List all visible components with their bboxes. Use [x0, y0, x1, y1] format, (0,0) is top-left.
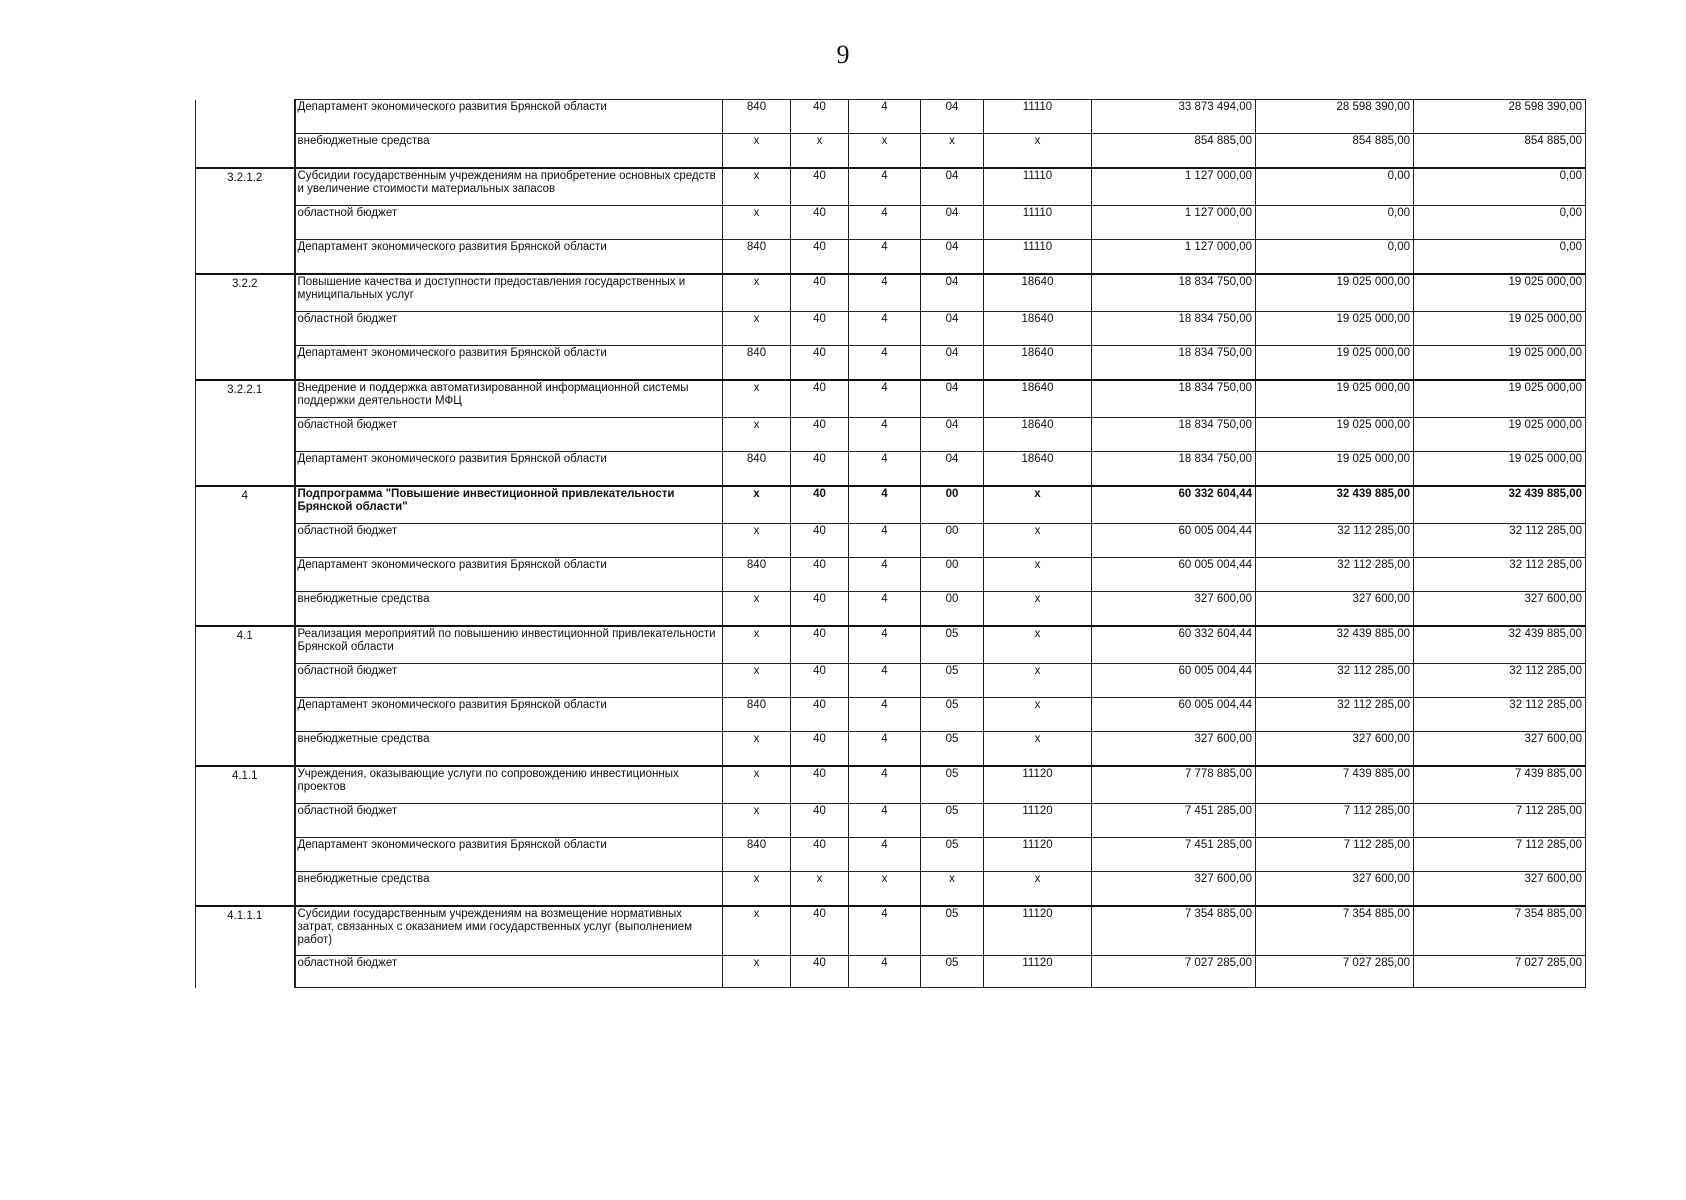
amount-year-1: 18 834 750,00	[1092, 346, 1256, 380]
code-subprogram: 4	[849, 452, 921, 486]
code-grbs: x	[723, 312, 791, 346]
row-description: областной бюджет	[295, 524, 723, 558]
amount-year-2: 0,00	[1256, 240, 1414, 274]
code-grbs: x	[723, 956, 791, 988]
row-description: внебюджетные средства	[295, 732, 723, 766]
row-number: 4.1.1	[196, 766, 295, 804]
code-grbs: x	[723, 274, 791, 312]
code-subprogram: 4	[849, 274, 921, 312]
code-direction: 18640	[984, 312, 1092, 346]
amount-year-3: 0,00	[1414, 206, 1586, 240]
row-number	[196, 524, 295, 558]
code-subprogram: 4	[849, 346, 921, 380]
code-direction: x	[984, 524, 1092, 558]
row-number	[196, 592, 295, 626]
code-program: 40	[791, 486, 849, 524]
amount-year-3: 0,00	[1414, 240, 1586, 274]
code-grbs: 840	[723, 452, 791, 486]
amount-year-2: 32 112 285,00	[1256, 698, 1414, 732]
code-program: 40	[791, 626, 849, 664]
code-event: 05	[921, 766, 984, 804]
amount-year-1: 327 600,00	[1092, 732, 1256, 766]
code-program: 40	[791, 804, 849, 838]
table-row	[196, 906, 1586, 956]
table-row	[196, 592, 1586, 626]
code-direction: 18640	[984, 346, 1092, 380]
row-description: внебюджетные средства	[295, 592, 723, 626]
code-event: 00	[921, 558, 984, 592]
code-program: 40	[791, 418, 849, 452]
code-direction: x	[984, 626, 1092, 664]
amount-year-3: 0,00	[1414, 168, 1586, 206]
amount-year-2: 327 600,00	[1256, 732, 1414, 766]
row-number	[196, 664, 295, 698]
code-subprogram: 4	[849, 906, 921, 956]
code-direction: 11110	[984, 100, 1092, 134]
amount-year-2: 32 439 885,00	[1256, 486, 1414, 524]
row-description: областной бюджет	[295, 206, 723, 240]
amount-year-3: 854 885,00	[1414, 134, 1586, 168]
row-description: областной бюджет	[295, 804, 723, 838]
row-number	[196, 206, 295, 240]
amount-year-1: 1 127 000,00	[1092, 240, 1256, 274]
code-direction: x	[984, 698, 1092, 732]
budget-table	[195, 99, 1586, 988]
table-row	[196, 100, 1586, 134]
amount-year-3: 327 600,00	[1414, 872, 1586, 906]
code-program: 40	[791, 100, 849, 134]
amount-year-3: 327 600,00	[1414, 592, 1586, 626]
table-row	[196, 732, 1586, 766]
row-number	[196, 804, 295, 838]
row-number: 3.2.2.1	[196, 380, 295, 418]
amount-year-2: 327 600,00	[1256, 592, 1414, 626]
code-subprogram: 4	[849, 626, 921, 664]
code-event: 04	[921, 346, 984, 380]
page-number: 9	[836, 40, 850, 69]
code-subprogram: 4	[849, 558, 921, 592]
code-program: 40	[791, 838, 849, 872]
code-subprogram: 4	[849, 380, 921, 418]
table-row	[196, 346, 1586, 380]
row-number: 3.2.1.2	[196, 168, 295, 206]
table-row	[196, 168, 1586, 206]
amount-year-1: 1 127 000,00	[1092, 168, 1256, 206]
amount-year-3: 32 439 885,00	[1414, 486, 1586, 524]
code-event: 05	[921, 804, 984, 838]
amount-year-3: 7 354 885,00	[1414, 906, 1586, 956]
amount-year-2: 7 354 885,00	[1256, 906, 1414, 956]
code-event: 04	[921, 206, 984, 240]
row-description: Повышение качества и доступности предоставления государственных и муниципальных услуг	[295, 274, 723, 312]
table-row	[196, 240, 1586, 274]
code-event: 05	[921, 732, 984, 766]
amount-year-2: 32 112 285,00	[1256, 664, 1414, 698]
code-grbs: 840	[723, 558, 791, 592]
table-row	[196, 626, 1586, 664]
code-subprogram: 4	[849, 732, 921, 766]
code-program: 40	[791, 380, 849, 418]
table-row	[196, 274, 1586, 312]
row-description: внебюджетные средства	[295, 134, 723, 168]
code-grbs: x	[723, 380, 791, 418]
amount-year-1: 18 834 750,00	[1092, 380, 1256, 418]
code-program: 40	[791, 452, 849, 486]
code-grbs: 840	[723, 346, 791, 380]
code-program: 40	[791, 956, 849, 988]
table-row	[196, 418, 1586, 452]
amount-year-1: 327 600,00	[1092, 872, 1256, 906]
code-event: 05	[921, 698, 984, 732]
amount-year-1: 7 451 285,00	[1092, 838, 1256, 872]
amount-year-1: 1 127 000,00	[1092, 206, 1256, 240]
code-direction: x	[984, 134, 1092, 168]
row-description: Внедрение и поддержка автоматизированной информационной системы поддержки деятельности МФЦ	[295, 380, 723, 418]
amount-year-3: 19 025 000,00	[1414, 346, 1586, 380]
code-program: x	[791, 872, 849, 906]
row-number: 4	[196, 486, 295, 524]
code-direction: 11120	[984, 766, 1092, 804]
amount-year-2: 327 600,00	[1256, 872, 1414, 906]
code-grbs: x	[723, 804, 791, 838]
code-grbs: 840	[723, 838, 791, 872]
row-description: Департамент экономического развития Брянской области	[295, 838, 723, 872]
amount-year-2: 32 112 285,00	[1256, 558, 1414, 592]
code-subprogram: 4	[849, 524, 921, 558]
code-program: 40	[791, 592, 849, 626]
table-row	[196, 664, 1586, 698]
amount-year-3: 7 112 285,00	[1414, 804, 1586, 838]
code-direction: 11120	[984, 906, 1092, 956]
code-direction: x	[984, 592, 1092, 626]
code-event: 04	[921, 452, 984, 486]
amount-year-1: 854 885,00	[1092, 134, 1256, 168]
row-number	[196, 698, 295, 732]
code-program: 40	[791, 732, 849, 766]
amount-year-3: 19 025 000,00	[1414, 274, 1586, 312]
code-subprogram: x	[849, 134, 921, 168]
amount-year-2: 19 025 000,00	[1256, 274, 1414, 312]
code-subprogram: 4	[849, 698, 921, 732]
code-direction: x	[984, 486, 1092, 524]
table-row	[196, 698, 1586, 732]
amount-year-1: 7 027 285,00	[1092, 956, 1256, 988]
amount-year-3: 19 025 000,00	[1414, 380, 1586, 418]
amount-year-1: 60 005 004,44	[1092, 558, 1256, 592]
code-grbs: x	[723, 732, 791, 766]
row-number	[196, 872, 295, 906]
amount-year-2: 28 598 390,00	[1256, 100, 1414, 134]
code-subprogram: 4	[849, 312, 921, 346]
table-row	[196, 312, 1586, 346]
code-grbs: x	[723, 134, 791, 168]
amount-year-1: 18 834 750,00	[1092, 312, 1256, 346]
amount-year-3: 32 439 885,00	[1414, 626, 1586, 664]
amount-year-1: 18 834 750,00	[1092, 452, 1256, 486]
row-number: 4.1.1.1	[196, 906, 295, 956]
code-program: 40	[791, 206, 849, 240]
amount-year-2: 7 112 285,00	[1256, 838, 1414, 872]
row-description: областной бюджет	[295, 956, 723, 988]
table-row	[196, 804, 1586, 838]
amount-year-2: 19 025 000,00	[1256, 452, 1414, 486]
code-program: 40	[791, 664, 849, 698]
amount-year-3: 7 027 285,00	[1414, 956, 1586, 988]
row-number	[196, 838, 295, 872]
code-direction: 18640	[984, 274, 1092, 312]
row-number	[196, 134, 295, 168]
code-program: 40	[791, 524, 849, 558]
row-description: областной бюджет	[295, 664, 723, 698]
code-subprogram: 4	[849, 804, 921, 838]
row-description: областной бюджет	[295, 312, 723, 346]
amount-year-3: 19 025 000,00	[1414, 452, 1586, 486]
row-description: Учреждения, оказывающие услуги по сопровождению инвестиционных проектов	[295, 766, 723, 804]
row-number	[196, 346, 295, 380]
table-row	[196, 558, 1586, 592]
code-event: 04	[921, 418, 984, 452]
table-row	[196, 956, 1586, 988]
table-row	[196, 766, 1586, 804]
code-subprogram: x	[849, 872, 921, 906]
code-direction: 11110	[984, 240, 1092, 274]
amount-year-3: 28 598 390,00	[1414, 100, 1586, 134]
amount-year-2: 19 025 000,00	[1256, 380, 1414, 418]
row-number	[196, 452, 295, 486]
code-subprogram: 4	[849, 100, 921, 134]
code-event: 05	[921, 956, 984, 988]
code-program: 40	[791, 766, 849, 804]
code-program: 40	[791, 346, 849, 380]
row-description: внебюджетные средства	[295, 872, 723, 906]
code-direction: 18640	[984, 380, 1092, 418]
code-event: 04	[921, 240, 984, 274]
amount-year-1: 60 005 004,44	[1092, 664, 1256, 698]
code-subprogram: 4	[849, 486, 921, 524]
code-direction: x	[984, 872, 1092, 906]
row-number	[196, 312, 295, 346]
code-subprogram: 4	[849, 592, 921, 626]
code-event: 04	[921, 380, 984, 418]
amount-year-2: 32 112 285,00	[1256, 524, 1414, 558]
amount-year-3: 32 112 285,00	[1414, 558, 1586, 592]
table-row	[196, 206, 1586, 240]
row-number	[196, 418, 295, 452]
row-number	[196, 558, 295, 592]
code-grbs: x	[723, 766, 791, 804]
code-direction: x	[984, 732, 1092, 766]
row-description: областной бюджет	[295, 418, 723, 452]
amount-year-2: 19 025 000,00	[1256, 346, 1414, 380]
row-number	[196, 240, 295, 274]
code-grbs: x	[723, 206, 791, 240]
table-row	[196, 486, 1586, 524]
amount-year-1: 327 600,00	[1092, 592, 1256, 626]
code-subprogram: 4	[849, 206, 921, 240]
code-grbs: x	[723, 486, 791, 524]
amount-year-1: 60 005 004,44	[1092, 524, 1256, 558]
amount-year-3: 32 112 285,00	[1414, 524, 1586, 558]
code-event: 05	[921, 626, 984, 664]
code-grbs: x	[723, 906, 791, 956]
row-description: Департамент экономического развития Брянской области	[295, 698, 723, 732]
code-program: 40	[791, 240, 849, 274]
code-grbs: x	[723, 664, 791, 698]
code-subprogram: 4	[849, 418, 921, 452]
code-direction: x	[984, 664, 1092, 698]
row-description: Департамент экономического развития Брянской области	[295, 240, 723, 274]
row-number	[196, 732, 295, 766]
code-subprogram: 4	[849, 168, 921, 206]
amount-year-1: 7 354 885,00	[1092, 906, 1256, 956]
amount-year-1: 7 451 285,00	[1092, 804, 1256, 838]
code-grbs: x	[723, 168, 791, 206]
row-number	[196, 956, 295, 988]
amount-year-2: 7 439 885,00	[1256, 766, 1414, 804]
amount-year-3: 32 112 285,00	[1414, 664, 1586, 698]
code-subprogram: 4	[849, 838, 921, 872]
table-row	[196, 134, 1586, 168]
row-number: 4.1	[196, 626, 295, 664]
amount-year-2: 19 025 000,00	[1256, 312, 1414, 346]
code-direction: 11120	[984, 838, 1092, 872]
code-subprogram: 4	[849, 956, 921, 988]
code-program: 40	[791, 906, 849, 956]
amount-year-2: 854 885,00	[1256, 134, 1414, 168]
code-subprogram: 4	[849, 664, 921, 698]
amount-year-2: 0,00	[1256, 206, 1414, 240]
code-grbs: 840	[723, 698, 791, 732]
code-grbs: x	[723, 872, 791, 906]
code-direction: x	[984, 558, 1092, 592]
code-event: 05	[921, 664, 984, 698]
row-description: Субсидии государственным учреждениям на возмещение нормативных затрат, связанных с оказанием ими государственных услуг (выполнением работ)	[295, 906, 723, 956]
code-event: 05	[921, 838, 984, 872]
code-program: 40	[791, 168, 849, 206]
amount-year-2: 7 112 285,00	[1256, 804, 1414, 838]
code-direction: 18640	[984, 418, 1092, 452]
code-direction: 11110	[984, 206, 1092, 240]
amount-year-3: 19 025 000,00	[1414, 312, 1586, 346]
table-row	[196, 380, 1586, 418]
row-number	[196, 100, 295, 134]
table-row	[196, 872, 1586, 906]
code-direction: 11120	[984, 804, 1092, 838]
code-event: 00	[921, 524, 984, 558]
row-number: 3.2.2	[196, 274, 295, 312]
code-event: x	[921, 872, 984, 906]
amount-year-1: 60 332 604,44	[1092, 626, 1256, 664]
code-direction: 11120	[984, 956, 1092, 988]
code-event: 05	[921, 906, 984, 956]
code-program: x	[791, 134, 849, 168]
amount-year-1: 60 332 604,44	[1092, 486, 1256, 524]
table-row	[196, 524, 1586, 558]
code-event: 04	[921, 168, 984, 206]
code-grbs: x	[723, 418, 791, 452]
code-program: 40	[791, 558, 849, 592]
amount-year-1: 60 005 004,44	[1092, 698, 1256, 732]
amount-year-2: 0,00	[1256, 168, 1414, 206]
code-direction: 11110	[984, 168, 1092, 206]
code-subprogram: 4	[849, 766, 921, 804]
amount-year-2: 7 027 285,00	[1256, 956, 1414, 988]
amount-year-1: 7 778 885,00	[1092, 766, 1256, 804]
row-description: Департамент экономического развития Брянской области	[295, 452, 723, 486]
code-event: x	[921, 134, 984, 168]
amount-year-3: 327 600,00	[1414, 732, 1586, 766]
amount-year-3: 32 112 285,00	[1414, 698, 1586, 732]
code-grbs: 840	[723, 100, 791, 134]
row-description: Департамент экономического развития Брянской области	[295, 558, 723, 592]
code-subprogram: 4	[849, 240, 921, 274]
row-description: Департамент экономического развития Брянской области	[295, 100, 723, 134]
amount-year-3: 19 025 000,00	[1414, 418, 1586, 452]
code-event: 00	[921, 592, 984, 626]
code-event: 04	[921, 312, 984, 346]
amount-year-1: 18 834 750,00	[1092, 274, 1256, 312]
amount-year-3: 7 439 885,00	[1414, 766, 1586, 804]
code-grbs: x	[723, 626, 791, 664]
code-grbs: x	[723, 592, 791, 626]
code-event: 04	[921, 100, 984, 134]
amount-year-3: 7 112 285,00	[1414, 838, 1586, 872]
row-description: Реализация мероприятий по повышению инвестиционной привлекательности Брянской области	[295, 626, 723, 664]
code-program: 40	[791, 274, 849, 312]
amount-year-1: 18 834 750,00	[1092, 418, 1256, 452]
amount-year-1: 33 873 494,00	[1092, 100, 1256, 134]
code-direction: 18640	[984, 452, 1092, 486]
table-row	[196, 452, 1586, 486]
row-description: Субсидии государственным учреждениям на приобретение основных средств и увеличение стоимости материальных запасов	[295, 168, 723, 206]
table-body	[196, 100, 1586, 988]
row-description: Департамент экономического развития Брянской области	[295, 346, 723, 380]
code-grbs: x	[723, 524, 791, 558]
table-row	[196, 838, 1586, 872]
code-event: 00	[921, 486, 984, 524]
code-program: 40	[791, 698, 849, 732]
amount-year-2: 19 025 000,00	[1256, 418, 1414, 452]
code-event: 04	[921, 274, 984, 312]
code-grbs: 840	[723, 240, 791, 274]
row-description: Подпрограмма "Повышение инвестиционной привлекательности Брянской области"	[295, 486, 723, 524]
code-program: 40	[791, 312, 849, 346]
amount-year-2: 32 439 885,00	[1256, 626, 1414, 664]
